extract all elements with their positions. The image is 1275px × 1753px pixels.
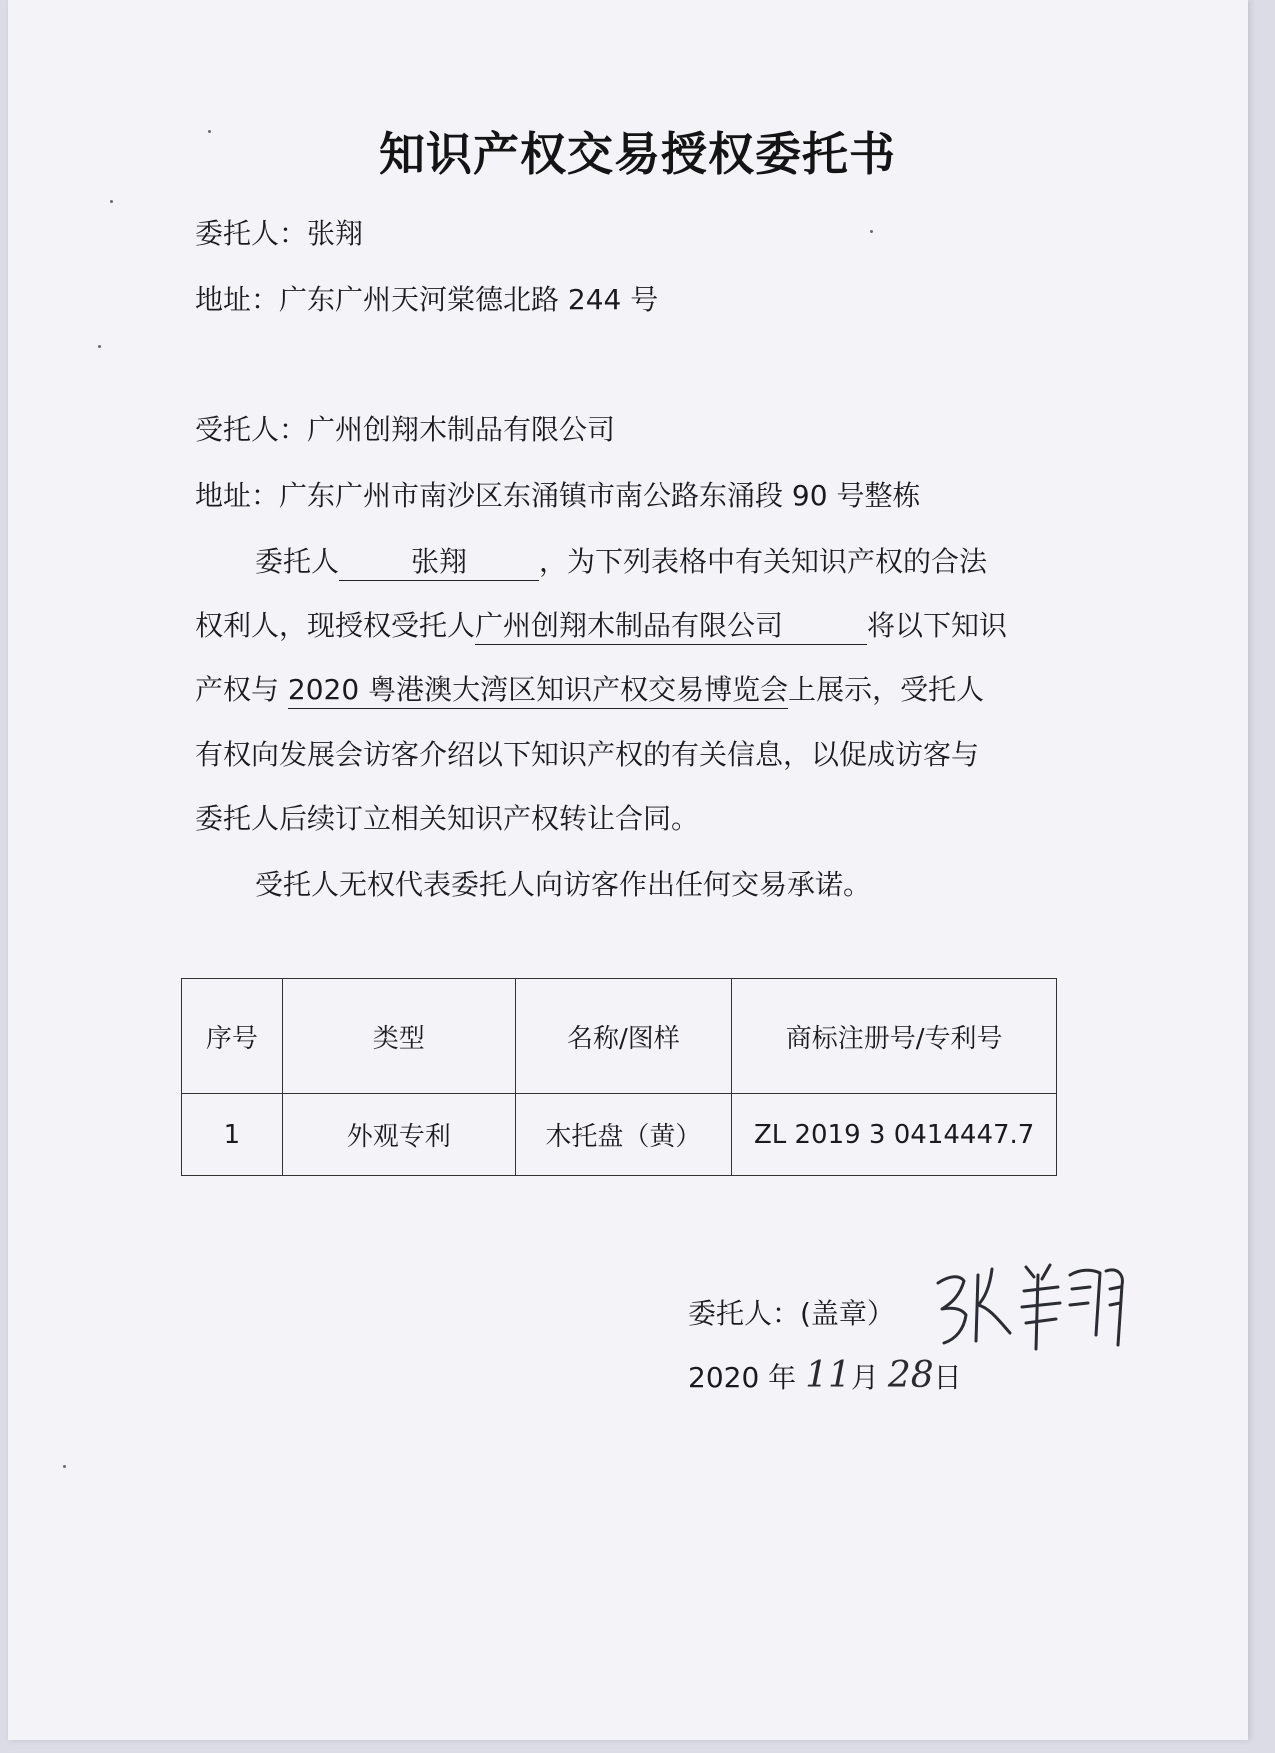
body-line-2 bbox=[195, 604, 1007, 645]
table-cell: 外观专利 bbox=[282, 1094, 515, 1176]
principal-address-line bbox=[195, 278, 658, 318]
agent-address-value: 广东广州市南沙区东涌镇市南公路东涌段 90 号整栋 bbox=[279, 479, 921, 512]
agent-line bbox=[195, 408, 615, 448]
body-line-3 bbox=[195, 668, 984, 709]
date-month: 11 bbox=[805, 1355, 851, 1396]
date-day-unit: 日 bbox=[933, 1361, 962, 1394]
body-p1-mid: ，为下列表格中有关知识产权的合法 bbox=[539, 545, 988, 578]
body-p3-prefix: 产权与 bbox=[195, 673, 280, 706]
principal-address-label: 地址： bbox=[195, 283, 280, 316]
agent-name: 广州创翔木制品有限公司 bbox=[307, 413, 616, 446]
body-line-6: 受托人无权代表委托人向访客作出任何交易承诺。 bbox=[255, 868, 872, 901]
body-p2-prefix: 权利人，现授权受托人 bbox=[195, 609, 476, 642]
table-header-row bbox=[182, 979, 1057, 1094]
table-cell: 木托盘（黄） bbox=[515, 1094, 732, 1176]
table-header-cell: 序号 bbox=[182, 979, 283, 1094]
table-header-cell: 商标注册号/专利号 bbox=[732, 979, 1057, 1094]
principal-fill-in: 张翔 bbox=[339, 540, 539, 581]
body-p3-suffix: 上展示，受托人 bbox=[788, 673, 985, 706]
table-cell: ZL 2019 3 0414447.7 bbox=[732, 1094, 1057, 1176]
table-header-cell: 名称/图样 bbox=[515, 979, 732, 1094]
agent-address-label: 地址： bbox=[195, 479, 280, 512]
date-day: 28 bbox=[887, 1355, 934, 1396]
scan-speck bbox=[870, 230, 873, 233]
body-line-5: 委托人后续订立相关知识产权转让合同。 bbox=[195, 802, 700, 835]
body-line-4: 有权向发展会访客介绍以下知识产权的有关信息，以促成访客与 bbox=[195, 738, 980, 771]
handwritten-signature bbox=[930, 1245, 1130, 1355]
ip-table bbox=[181, 978, 1057, 1176]
date-month-unit: 月 bbox=[850, 1361, 879, 1394]
principal-address-value: 广东广州天河棠德北路 244 号 bbox=[279, 283, 659, 316]
agent-fill-in: 广州创翔木制品有限公司 bbox=[475, 604, 867, 645]
agent-label: 受托人： bbox=[195, 413, 308, 446]
seal-label: 委托人：(盖章） bbox=[688, 1297, 895, 1330]
principal-line bbox=[195, 212, 363, 252]
date-line bbox=[688, 1355, 962, 1396]
document-title: 知识产权交易授权委托书 bbox=[379, 127, 896, 181]
body-p1-prefix: 委托人 bbox=[255, 545, 340, 578]
table-cell: 1 bbox=[182, 1094, 283, 1176]
agent-address-line bbox=[195, 474, 920, 514]
date-year-unit: 年 bbox=[768, 1361, 797, 1394]
body-line-1 bbox=[195, 540, 987, 581]
principal-name: 张翔 bbox=[307, 217, 364, 250]
event-fill-in: 2020 粤港澳大湾区知识产权交易博览会 bbox=[288, 668, 788, 709]
principal-label: 委托人： bbox=[195, 217, 308, 250]
table-header-cell: 类型 bbox=[282, 979, 515, 1094]
date-year: 2020 bbox=[688, 1361, 760, 1394]
table-row bbox=[182, 1094, 1057, 1176]
scan-speck bbox=[98, 345, 101, 348]
body-p2-suffix: 将以下知识 bbox=[867, 609, 1008, 642]
scan-speck bbox=[110, 200, 113, 203]
scan-speck bbox=[63, 1465, 66, 1468]
